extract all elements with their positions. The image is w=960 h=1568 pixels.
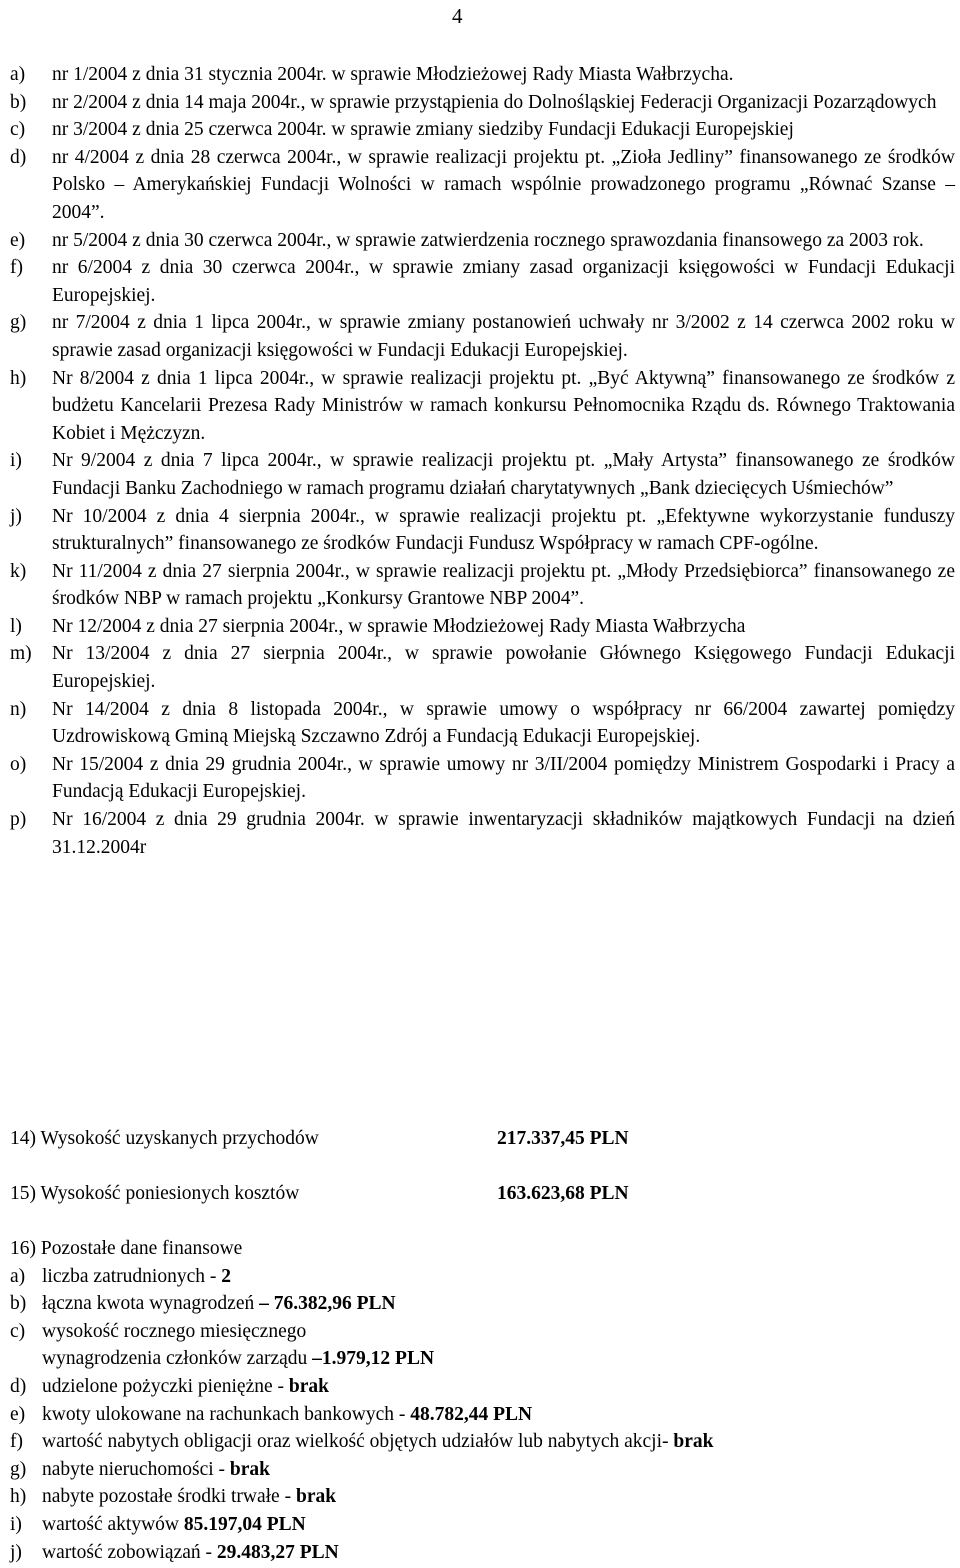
list-item-letter: j) <box>10 1541 22 1563</box>
list-item-text <box>42 1539 955 1567</box>
list-item-text <box>42 1456 955 1484</box>
list-item-letter: a) <box>10 64 26 85</box>
list-item <box>10 558 955 613</box>
salaries-label: łączna kwota wynagrodzeń <box>42 1293 260 1315</box>
page-number: 4 <box>452 4 463 28</box>
list-item-letter: p) <box>10 809 27 831</box>
employees-value: 2 <box>221 1265 231 1287</box>
board-salary-value: –1.979,12 PLN <box>312 1348 435 1370</box>
list-item <box>10 1373 955 1401</box>
list-item-letter: m) <box>10 643 32 665</box>
list-item-letter: g) <box>10 1458 27 1480</box>
list-item-text: nr 7/2004 z dnia 1 lipca 2004r., w sprawie zmiany postanowień uchwały nr 3/2002 z 14 czerwca 2002 roku w sprawie zasad organizacji księgowości w Fundacji Edukacji Europejskiej. <box>52 312 955 361</box>
costs-row <box>10 1180 955 1208</box>
list-item-text: nr 4/2004 z dnia 28 czerwca 2004r., w sprawie realizacji projektu pt. „Zioła Jedliny” finansowanego ze środków Polsko – Amerykańskiej Fundacji Wolności w ramach wspólnie prowadzonego programu „Równać Szanse – 2004”. <box>52 146 955 223</box>
list-item-letter: a) <box>10 1265 26 1287</box>
list-item-continuation <box>10 1345 955 1373</box>
list-item-text <box>42 1483 955 1511</box>
fixed-assets-value: brak <box>295 1486 337 1508</box>
list-item-letter: d) <box>10 146 27 168</box>
list-item <box>10 1318 955 1346</box>
list-item-text: Nr 8/2004 z dnia 1 lipca 2004r., w sprawie realizacji projektu pt. „Być Aktywną” finansowanego ze środków z budżetu Kancelarii Prezesa Rady Ministrów w ramach konkursu Pełnomocnika Rządu ds. Równego Traktowania Kobiet i Mężczyzn. <box>52 367 955 444</box>
list-item <box>10 89 955 117</box>
list-item <box>10 1401 955 1429</box>
list-item-letter: d) <box>10 1375 27 1397</box>
list-item <box>10 1428 955 1456</box>
list-item <box>10 751 955 806</box>
list-item <box>10 696 955 751</box>
list-item-letter: i) <box>10 450 22 472</box>
list-item-letter: f) <box>10 1431 23 1453</box>
liabilities-label: wartość zobowiązań - <box>42 1541 217 1563</box>
list-item-letter: g) <box>10 312 27 334</box>
list-item-letter: e) <box>10 229 26 251</box>
list-item-letter: h) <box>10 367 27 389</box>
list-item <box>10 447 955 502</box>
list-item-letter: f) <box>10 257 23 279</box>
list-item-letter: b) <box>10 1293 27 1315</box>
list-item-letter: b) <box>10 91 27 113</box>
income-value: 217.337,45 PLN <box>497 1128 629 1149</box>
list-item-text: Nr 11/2004 z dnia 27 sierpnia 2004r., w sprawie realizacji projektu pt. „Młody Przedsiębiorca” finansowanego ze środków NBP w ramach projektu „Konkursy Grantowe NBP 2004”. <box>52 560 955 610</box>
list-item-letter: l) <box>10 615 22 637</box>
list-item <box>10 1263 955 1291</box>
list-item-text: Nr 14/2004 z dnia 8 listopada 2004r., w sprawie umowy o współpracy nr 66/2004 zawartej pomiędzy Uzdrowiskową Gminą Miejską Szczawno Zdrój a Fundacją Edukacji Europejskiej. <box>52 698 955 748</box>
deposits-value: 48.782,44 PLN <box>410 1403 533 1425</box>
list-item-letter: c) <box>10 1320 26 1342</box>
list-item <box>10 806 955 861</box>
assets-value: 85.197,04 PLN <box>183 1513 306 1535</box>
list-item-text: Nr 9/2004 z dnia 7 lipca 2004r., w sprawie realizacji projektu pt. „Mały Artysta” finansowanego ze środków Fundacji Banku Zachodniego w ramach programu działań charytatywnych „Bank dziecięcych Uśmiechów” <box>52 450 955 499</box>
list-item-text <box>42 1511 955 1539</box>
real-estate-label: nabyte nieruchomości - <box>42 1458 230 1480</box>
list-item-text: nr 1/2004 z dnia 31 stycznia 2004r. w sprawie Młodzieżowej Rady Miasta Wałbrzycha. <box>52 64 734 85</box>
list-item <box>10 309 955 364</box>
real-estate-value: brak <box>229 1458 271 1480</box>
list-item <box>10 1290 955 1318</box>
list-item-letter: o) <box>10 753 27 775</box>
employees-label: liczba zatrudnionych - <box>42 1265 222 1287</box>
list-item-letter: e) <box>10 1403 26 1425</box>
list-item <box>10 227 955 255</box>
list-item <box>10 61 955 89</box>
deposits-label: kwoty ulokowane na rachunkach bankowych - <box>42 1403 411 1425</box>
list-item <box>10 116 955 144</box>
list-item-text: wysokość rocznego miesięcznego <box>42 1320 307 1342</box>
list-item <box>10 254 955 309</box>
fixed-assets-label: nabyte pozostałe środki trwałe - <box>42 1486 296 1508</box>
list-item <box>10 613 955 641</box>
list-item-letter: i) <box>10 1513 22 1535</box>
board-salary-label: wynagrodzenia członków zarządu <box>42 1348 313 1370</box>
resolutions-list <box>10 61 955 861</box>
list-item <box>10 1483 955 1511</box>
list-item-letter: c) <box>10 119 26 141</box>
list-item <box>10 1539 955 1567</box>
list-item-text: Nr 13/2004 z dnia 27 sierpnia 2004r., w sprawie powołanie Głównego Księgowego Fundacji Edukacji Europejskiej. <box>52 643 955 693</box>
list-item-letter: k) <box>10 560 27 582</box>
list-item-text <box>42 1428 955 1456</box>
list-item <box>10 144 955 227</box>
bonds-value: brak <box>673 1431 714 1453</box>
list-item <box>10 365 955 448</box>
loans-label: udzielone pożyczki pieniężne - <box>42 1375 289 1397</box>
list-item <box>10 503 955 558</box>
list-item-text: Nr 16/2004 z dnia 29 grudnia 2004r. w sprawie inwentaryzacji składników majątkowych Fundacji na dzień 31.12.2004r <box>52 809 955 858</box>
list-item-text <box>42 1373 955 1401</box>
list-item-text: nr 6/2004 z dnia 30 czerwca 2004r., w sprawie zmiany zasad organizacji księgowości w Fundacji Edukacji Europejskiej. <box>52 257 955 306</box>
list-item-letter: n) <box>10 698 27 720</box>
bonds-label: wartość nabytych obligacji oraz wielkość objętych udziałów lub nabytych akcji- <box>42 1431 674 1453</box>
list-item <box>10 640 955 695</box>
liabilities-value: 29.483,27 PLN <box>216 1541 339 1563</box>
salaries-value: – 76.382,96 PLN <box>259 1293 396 1315</box>
costs-label: 15) Wysokość poniesionych kosztów <box>10 1183 300 1205</box>
other-financial-data <box>10 1235 955 1566</box>
income-label: 14) Wysokość uzyskanych przychodów <box>10 1128 319 1149</box>
assets-label: wartość aktywów <box>42 1513 184 1535</box>
list-item <box>10 1511 955 1539</box>
income-row <box>10 1125 955 1153</box>
costs-value: 163.623,68 PLN <box>497 1183 629 1205</box>
loans-value: brak <box>288 1375 329 1397</box>
section-heading: 16) Pozostałe dane finansowe <box>10 1238 243 1259</box>
list-item-text: Nr 10/2004 z dnia 4 sierpnia 2004r., w sprawie realizacji projektu pt. „Efektywne wykorzystanie funduszy strukturalnych” finansowanego ze środków Fundacji Fundusz Współpracy w ramach CPF-ogólne. <box>52 505 955 555</box>
list-item-text <box>42 1290 955 1318</box>
list-item-text: Nr 12/2004 z dnia 27 sierpnia 2004r., w sprawie Młodzieżowej Rady Miasta Wałbrzycha <box>52 615 746 637</box>
list-item-text: nr 5/2004 z dnia 30 czerwca 2004r., w sprawie zatwierdzenia rocznego sprawozdania finansowego za 2003 rok. <box>52 229 924 251</box>
list-item-letter: j) <box>10 505 22 527</box>
list-item-text: nr 3/2004 z dnia 25 czerwca 2004r. w sprawie zmiany siedziby Fundacji Edukacji Europejskiej <box>52 119 794 141</box>
list-item-text: Nr 15/2004 z dnia 29 grudnia 2004r., w sprawie umowy nr 3/II/2004 pomiędzy Ministrem Gospodarki i Pracy a Fundacją Edukacji Europejskiej. <box>52 753 955 803</box>
list-item-text: nr 2/2004 z dnia 14 maja 2004r., w sprawie przystąpienia do Dolnośląskiej Federacji Organizacji Pozarządowych <box>52 91 937 113</box>
list-item-text <box>42 1263 955 1291</box>
list-item-text <box>42 1401 955 1429</box>
list-item-letter: h) <box>10 1486 27 1508</box>
list-item <box>10 1456 955 1484</box>
financial-summary <box>10 1125 955 1208</box>
